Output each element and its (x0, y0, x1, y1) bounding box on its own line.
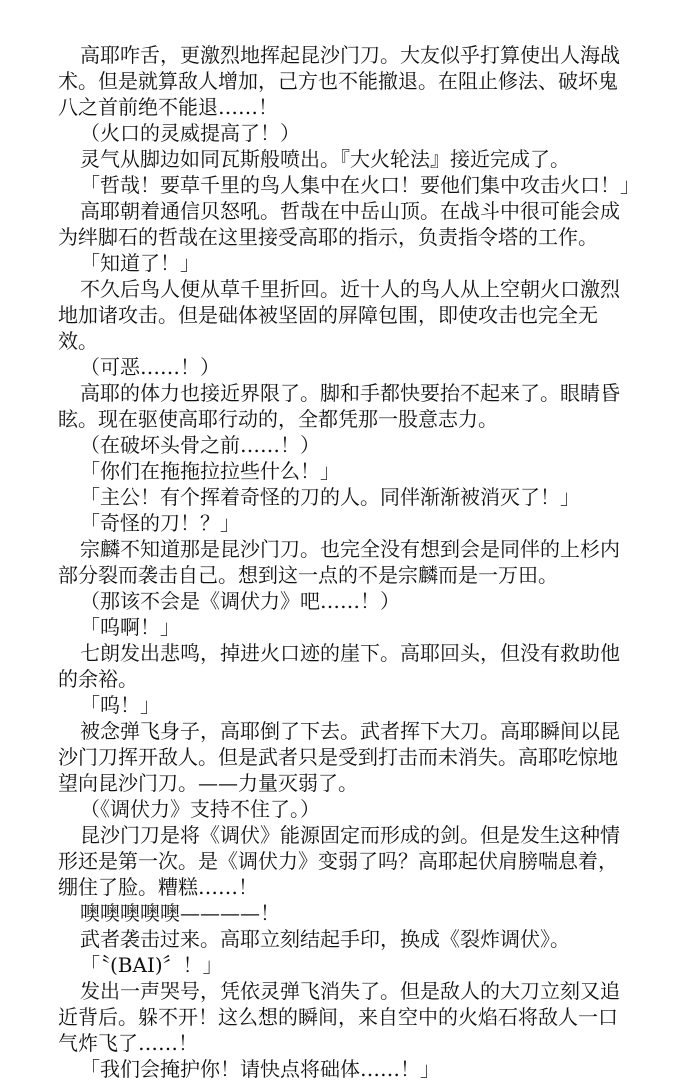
paragraph: 不久后鸟人便从草千里折回。近十人的鸟人从上空朝火口激烈地加诸攻击。但是础体被坚固的屏障包围，即使攻击也完全无效。 (58, 277, 620, 353)
paragraph: （《调伏力》支持不住了。） (80, 797, 320, 821)
paragraph: 「主公！有个挥着奇怪的刀的人。同伴渐渐被消灭了！」 (80, 485, 580, 509)
paragraph: （可恶……！） (80, 355, 220, 379)
paragraph: 「我们会掩护你！请快点将础体……！」 (80, 1057, 440, 1081)
paragraph: 灵气从脚边如同瓦斯般喷出。『大火轮法』接近完成了。 (80, 147, 570, 171)
paragraph: （那该不会是《调伏力》吧……！） (80, 589, 400, 613)
paragraph: 昆沙门刀是将《调伏》能源固定而形成的剑。但是发生这种情形还是第一次。是《调伏力》变弱了吗？高耶起伏肩膀喘息着，绷住了脸。糟糕……！ (58, 823, 620, 899)
paragraph: 武者袭击过来。高耶立刻结起手印，换成《裂炸调伏》。 (80, 927, 570, 951)
paragraph: 「你们在拖拖拉拉些什么！」 (80, 459, 340, 483)
paragraph: （火口的灵威提高了！） (80, 121, 300, 145)
paragraph: 「呜！」 (80, 693, 160, 717)
paragraph: 噢噢噢噢噢————！ (80, 901, 280, 925)
paragraph: 「呜啊！」 (80, 615, 180, 639)
paragraph: 「哲哉！要草千里的鸟人集中在火口！要他们集中攻击火口！」 (80, 173, 640, 197)
paragraph: 宗麟不知道那是昆沙门刀。也完全没有想到会是同伴的上杉内部分裂而袭击自己。想到这一点的不是宗麟而是一万田。 (58, 537, 620, 587)
paragraph: 「〝(BAI)〞！」 (80, 953, 223, 977)
paragraph: （在破坏头骨之前……！） (80, 433, 320, 457)
paragraph: 高耶的体力也接近界限了。脚和手都快要抬不起来了。眼睛昏眩。现在驱使高耶行动的，全都凭那一股意志力。 (58, 381, 620, 431)
paragraph: 高耶朝着通信贝怒吼。哲哉在中岳山顶。在战斗中很可能会成为绊脚石的哲哉在这里接受高耶的指示，负责指令塔的工作。 (58, 199, 620, 249)
paragraph: 「知道了！」 (80, 251, 200, 275)
paragraph: 七朗发出悲鸣，掉进火口迹的崖下。高耶回头，但没有救助他的余裕。 (58, 641, 620, 691)
paragraph: 被念弹飞身子，高耶倒了下去。武者挥下大刀。高耶瞬间以昆沙门刀挥开敌人。但是武者只是受到打击而未消失。高耶吃惊地望向昆沙门刀。——力量灭弱了。 (58, 719, 620, 795)
paragraph: 发出一声哭号，凭依灵弹飞消失了。但是敌人的大刀立刻又追近背后。躲不开！这么想的瞬间，来自空中的火焰石将敌人一口气炸飞了……！ (58, 979, 620, 1055)
paragraph: 「奇怪的刀！？」 (80, 511, 240, 535)
paragraph: 高耶咋舌，更激烈地挥起昆沙门刀。大友似乎打算使出人海战术。但是就算敌人增加，己方也不能撤退。在阻止修法、破坏鬼八之首前绝不能退……！ (58, 43, 620, 119)
